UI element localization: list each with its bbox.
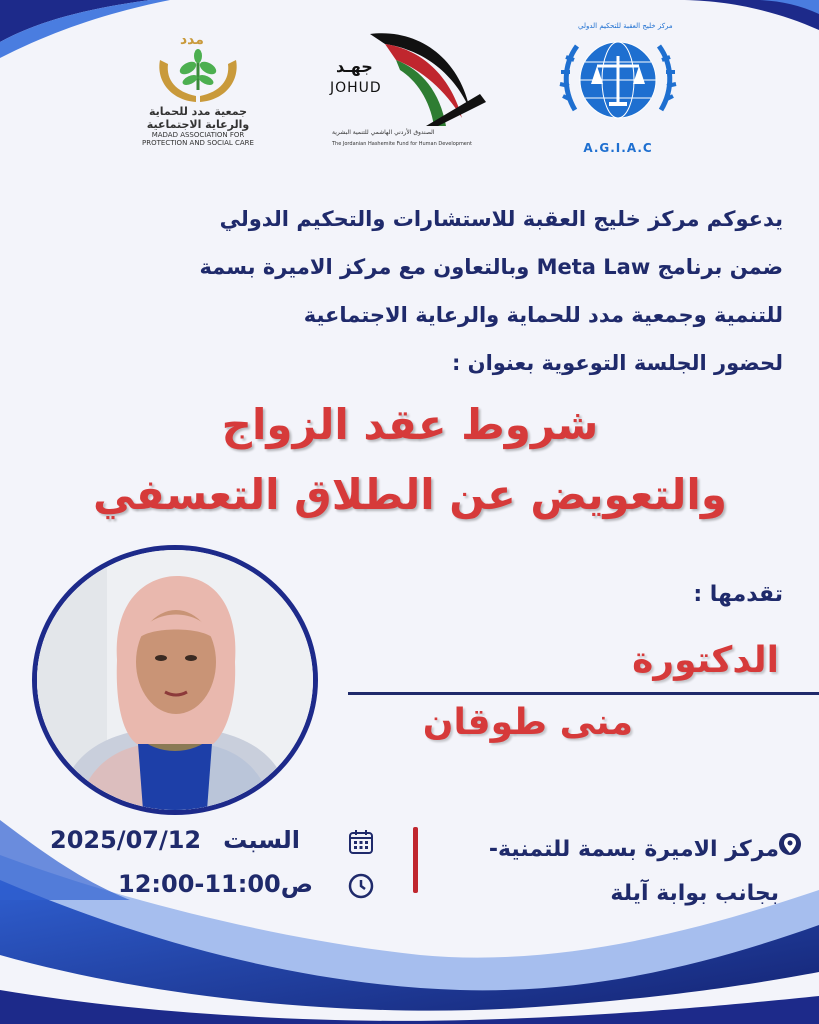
madad-arabic-line2: والرعاية الاجتماعية [146,117,250,131]
session-title-line-2: والتعويض عن الطلاق التعسفي [93,470,727,519]
day-name: السبت [223,826,300,854]
presenter-portrait [37,550,313,810]
madad-english-line1: MADAD ASSOCIATION FOR [151,131,245,140]
intro-line-2: ضمن برنامج Meta Law وبالتعاون مع مركز الاميرة بسمة [199,255,783,279]
madad-arabic-top: مدد [180,32,204,48]
intro-line-3: للتنمية وجمعية مدد للحماية والرعاية الاجتماعية [303,303,783,327]
johud-english-small: The Jordanian Hashemite Fund for Human Development [332,141,473,147]
presenter-label: تقدمها : [693,582,783,607]
agiac-arabic-arc: مركز خليج العقبة للتحكيم الدولي [578,22,673,30]
johud-arabic-small: الصندوق الأردني الهاشمي للتنمية البشرية [332,129,435,136]
clock-icon [348,873,374,903]
venue-line-1: مركز الاميرة بسمة للتمنية- [488,837,779,862]
event-date [50,826,300,854]
madad-logo [128,30,268,147]
intro-line-1: يدعوكم مركز خليج العقبة للاستشارات والتحكيم الدولي [219,207,783,231]
intro-line-4: لحضور الجلسة التوعوية بعنوان : [451,351,783,375]
presenter-name: منى طوقان [422,702,633,743]
johud-latin: JOHUD [330,80,382,96]
session-title-line-1: شروط عقد الزواج [221,400,599,449]
agiac-latin: A.G.I.A.C [583,141,653,155]
johud-arabic: جهـد [336,57,373,76]
calendar-icon [348,829,374,859]
johud-logo [330,30,490,147]
date-value: 2025/07/12 [50,826,202,854]
madad-arabic-line1: جمعية مدد للحماية [149,105,247,118]
location-pin-icon [778,832,802,864]
presenter-divider [348,692,819,695]
presenter-photo [32,545,318,815]
venue-line-2: بجانب بوابة آيلة [610,881,779,906]
event-time: 12:00-11:00ص [118,870,314,898]
presenter-honorific: الدكتورة [632,640,779,681]
globe-scales-icon [555,20,681,146]
agiac-logo [548,20,688,156]
madad-english-line2: PROTECTION AND SOCIAL CARE [142,139,254,148]
invitation-text [23,195,783,387]
info-divider [413,827,418,893]
venue-address [489,828,779,916]
